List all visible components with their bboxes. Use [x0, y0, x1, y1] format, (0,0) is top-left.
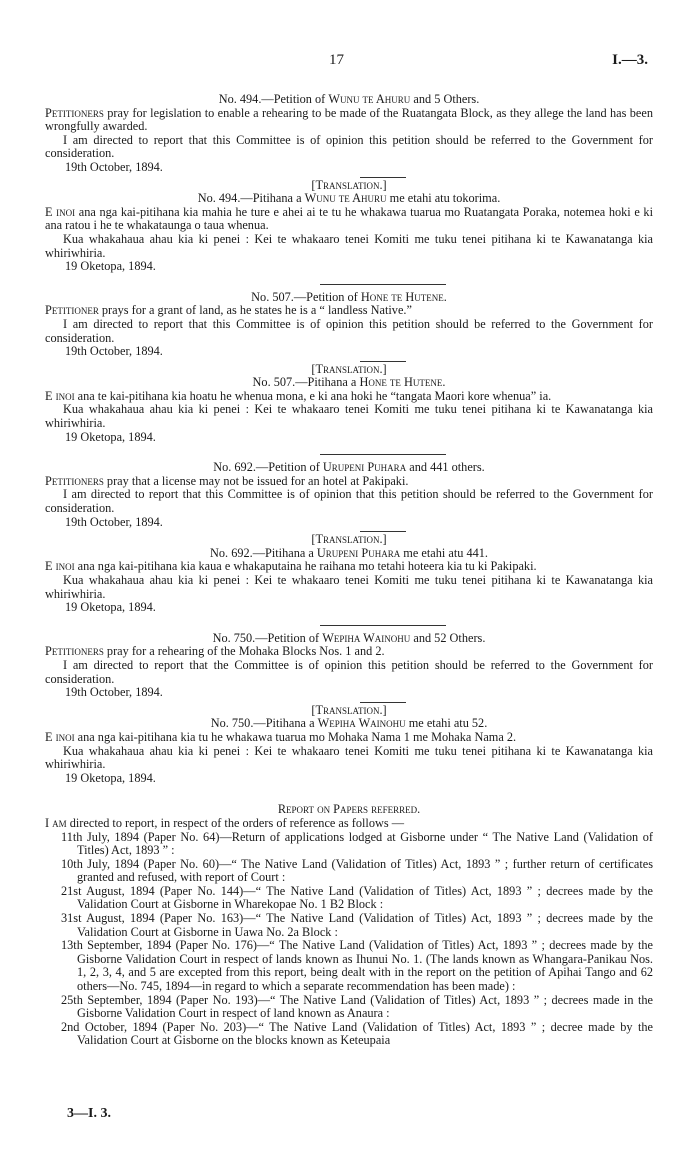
committee-report: I am directed to report that the Committee is of opinion this petition should be referred to the Government for consideration. — [45, 657, 653, 686]
translation-body: E inoi ana nga kai-pitihana kia mahia he ture e ahei ai te tu he whakawa tuarua mo Ruatangata Poraka, notemea hoki e ki ana ratou i he te whakataunga o taua whenua. — [45, 204, 653, 233]
committee-report: I am directed to report that this Committee is of opinion this petition should be referred to the Government for consideration. — [45, 132, 653, 161]
page-header — [0, 54, 700, 74]
petition-heading: No. 494.—Petition of Wunu te Ahuru and 5 Others. — [218, 92, 480, 106]
translation-label: [Translation.] — [311, 702, 387, 717]
translation-date: 19 Oketopa, 1894. — [65, 600, 156, 615]
petition-692 — [45, 461, 653, 626]
divider — [360, 177, 406, 178]
order-item: 13th September, 1894 (Paper No. 176)—“ The Native Land (Validation of Titles) Act, 1893 ” ; decrees made by the Gisborne Validation Court in respect of lands known as Ihunui No. 1. (The lands known as Whangara-Panikau Nos. 1, 2, 3, 4, and 5 are excepted from this report, being dealt with in the report on the petition of Apihai Tango and 62 others—No. 745, 1894—in regard to which a separate recommendation has been made) : — [61, 938, 653, 994]
petition-body: Petitioner prays for a grant of land, as he states he is a “ landless Native.” — [45, 303, 412, 318]
order-item: 21st August, 1894 (Paper No. 144)—“ The Native Land (Validation of Titles) Act, 1893 ” ; decrees made by the Validation Court at Gisborne in Wharekopae No. 1 B2 Block : — [61, 883, 653, 912]
document-reference: I.—3. — [612, 52, 648, 68]
section-divider — [320, 625, 446, 626]
translation-date: 19 Oketopa, 1894. — [65, 259, 156, 274]
petition-body: Petitioners pray for a rehearing of the Mohaka Blocks Nos. 1 and 2. — [45, 644, 385, 659]
signature-mark: 3—I. 3. — [67, 1106, 111, 1121]
translation-heading: No. 750.—Pitihana a Wepiha Wainohu me etahi atu 52. — [210, 716, 488, 731]
translation-heading: No. 692.—Pitihana a Urupeni Puhara me etahi atu 441. — [210, 545, 488, 560]
translation-date: 19 Oketopa, 1894. — [65, 429, 156, 444]
petition-heading: No. 507.—Petition of Hone te Hutene. — [251, 289, 447, 304]
translation-label: [Translation.] — [311, 361, 387, 376]
report-date: 19th October, 1894. — [65, 344, 163, 359]
committee-report: I am directed to report that this Committee is of opinion that this petition should be referred to the Government for consideration. — [45, 487, 653, 516]
translation-report: Kua whakahaua ahau kia ki penei : Kei te whakaaro tenei Komiti me tuku tenei pitihana ki te Kawanatanga kia whiriwhiria. — [45, 573, 653, 601]
report-date: 19th October, 1894. — [65, 514, 163, 529]
orders-list — [45, 831, 653, 1049]
translation-date: 19 Oketopa, 1894. — [65, 770, 156, 785]
divider — [360, 702, 406, 703]
translation-label: [Translation.] — [311, 177, 387, 192]
petition-body: Petitioners pray that a license may not be issued for an hotel at Pakipaki. — [45, 473, 409, 488]
petition-heading: No. 692.—Petition of Urupeni Puhara and 441 others. — [213, 460, 485, 475]
section-divider — [320, 454, 446, 455]
petition-heading: No. 750.—Petition of Wepiha Wainohu and 52 Others. — [212, 630, 486, 645]
translation-report: Kua whakahaua ahau kia ki penei : Kei te whakaaro tenei Komiti me tuku tenei pitihana ki te Kawanatanga kia whiriwhiria. — [45, 402, 653, 431]
committee-report: I am directed to report that this Committee is of opinion this petition should be referred to the Government for consideration. — [45, 316, 653, 345]
translation-body: E inoi ana nga kai-pitihana kia tu he whakawa tuarua mo Mohaka Nama 1 me Mohaka Nama 2. — [45, 729, 517, 744]
report-title: Report on Papers referred. — [277, 802, 421, 817]
petition-494 — [45, 93, 653, 285]
petition-body: Petitioners pray for legislation to enable a rehearing to be made of the Ruatangata Block, as they allege the land has been wrongfully awarded. — [45, 105, 653, 134]
translation-heading: No. 494.—Pitihana a Wunu te Ahuru me etahi atu tokorima. — [197, 191, 501, 206]
translation-body: E inoi ana nga kai-pitihana kia kaua e whakaputaina he raihana mo tetahi hoteera kia tu ki Pakipaki. — [45, 559, 537, 574]
order-item: 31st August, 1894 (Paper No. 163)—“ The Native Land (Validation of Titles) Act, 1893 ” ; decrees made by the Validation Court at Gisborne in Uawa No. 2a Block : — [61, 911, 653, 939]
order-item: 2nd October, 1894 (Paper No. 203)—“ The Native Land (Validation of Titles) Act, 1893 ” ; decree made by the Validation Court at Gisborne on the blocks known as Keteupaia — [61, 1019, 653, 1048]
translation-report: Kua whakahaua ahau kia ki penei : Kei te whakaaro tenei Komiti me tuku tenei pitihana ki te Kawanatanga kia whiriwhiria. — [45, 231, 653, 260]
translation-label: [Translation.] — [311, 532, 387, 547]
translation-heading: No. 507.—Pitihana a Hone te Hutene. — [252, 375, 446, 390]
order-item: 25th September, 1894 (Paper No. 193)—“ The Native Land (Validation of Titles) Act, 1893 ” ; decrees made in the Gisborne Validation Court in respect of land known as Anaura : — [61, 992, 653, 1021]
page-number: 17 — [329, 52, 344, 68]
petition-507 — [45, 291, 653, 456]
divider — [360, 361, 406, 362]
report-date: 19th October, 1894. — [65, 685, 163, 700]
translation-body: E inoi ana te kai-pitihana kia hoatu he whenua mona, e ki ana hoki he “tangata Maori kore whenua” ia. — [45, 388, 552, 403]
section-divider — [320, 284, 446, 285]
order-item: 10th July, 1894 (Paper No. 60)—“ The Native Land (Validation of Titles) Act, 1893 ” ; further return of certificates granted and refused, with report of Court : — [61, 856, 653, 885]
page-content — [45, 88, 653, 1048]
report-intro: I am directed to report, in respect of the orders of reference as follows — — [45, 815, 405, 830]
divider — [360, 531, 406, 532]
report-date: 19th October, 1894. — [65, 159, 163, 174]
report-on-papers — [45, 785, 653, 1048]
translation-report: Kua whakahaua ahau kia ki penei : Kei te whakaaro tenei Komiti me tuku tenei pitihana ki te Kawanatanga kia whiriwhiria. — [45, 743, 653, 772]
order-item: 11th July, 1894 (Paper No. 64)—Return of applications lodged at Gisborne under “ The Native Land (Validation of Titles) Act, 1893 ” : — [61, 829, 653, 858]
petition-750 — [45, 632, 653, 786]
